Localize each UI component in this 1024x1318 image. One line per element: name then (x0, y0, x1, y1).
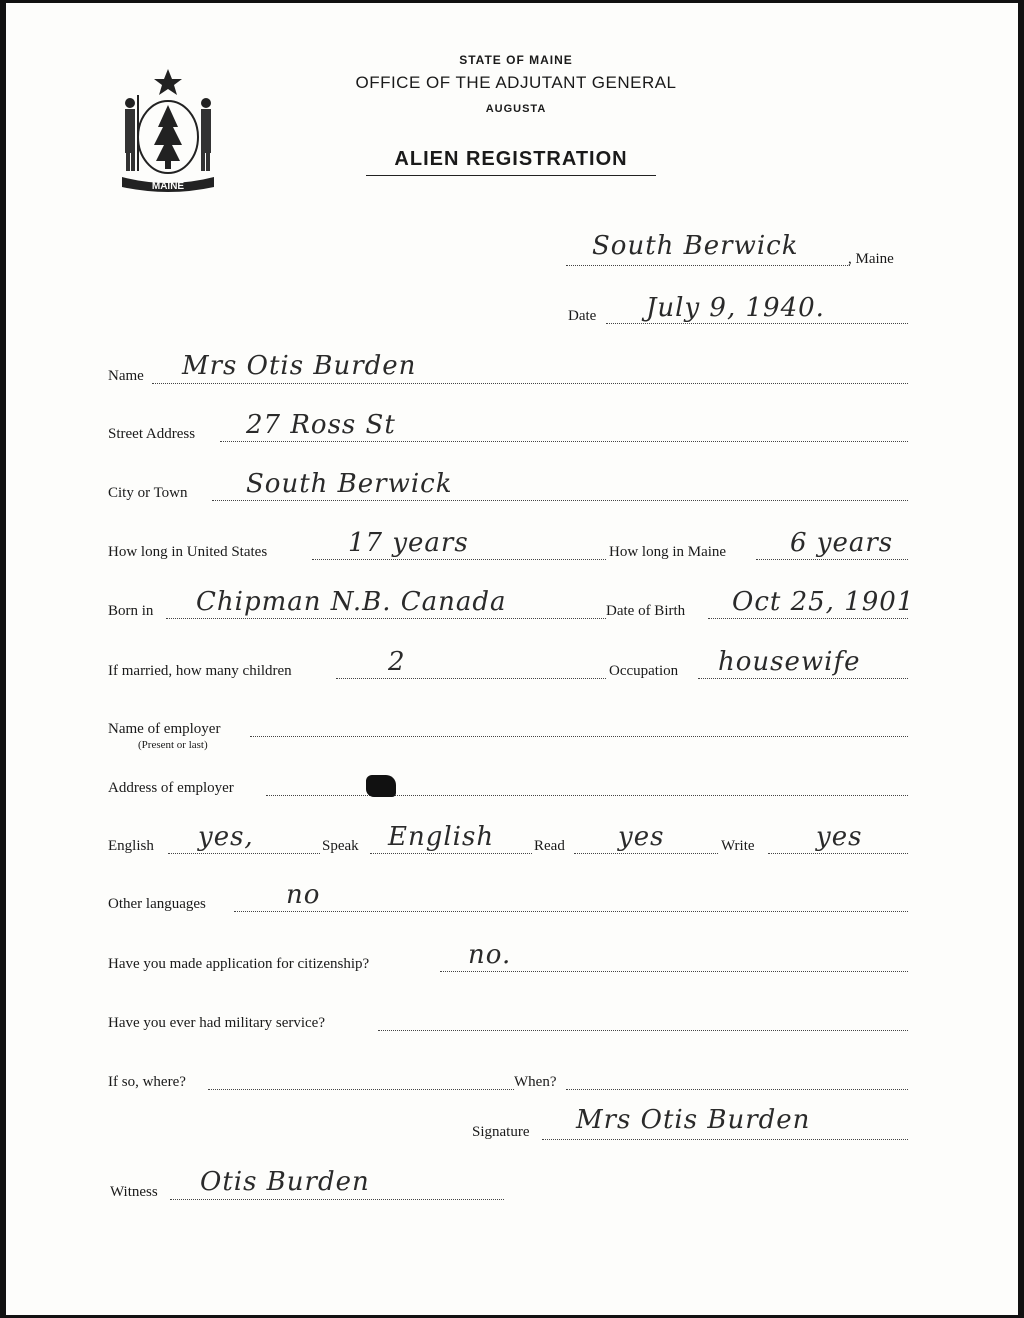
dob-label: Date of Birth (606, 603, 686, 619)
occupation-value: housewife (718, 647, 861, 677)
witness-value: Otis Burden (200, 1167, 370, 1197)
english-label: English (108, 838, 154, 854)
employer-address-label: Address of employer (108, 780, 234, 796)
occupation-label: Occupation (609, 663, 679, 679)
employer-line (250, 736, 908, 737)
how-long-maine-label: How long in Maine (609, 544, 727, 560)
when-label: When? (514, 1074, 557, 1090)
when-line (566, 1089, 908, 1090)
street-value: 27 Ross St (246, 410, 396, 440)
read-label: Read (534, 838, 565, 854)
date-value: July 9, 1940. (646, 293, 825, 323)
other-languages-label: Other languages (108, 896, 206, 912)
registration-form (6, 3, 1018, 1315)
where-label: If so, where? (108, 1074, 186, 1090)
dob-value: Oct 25, 1901 (732, 587, 915, 617)
read-value: yes (618, 822, 665, 852)
born-in-line (166, 618, 606, 619)
date-label: Date (568, 308, 597, 324)
citizenship-label: Have you made application for citizenship? (108, 956, 370, 972)
citizenship-line (440, 971, 908, 972)
born-in-value: Chipman N.B. Canada (196, 587, 507, 617)
children-line (336, 678, 606, 679)
form-title: ALIEN REGISTRATION (366, 148, 656, 176)
name-line (152, 383, 908, 384)
city-value: South Berwick (246, 469, 453, 499)
read-line (574, 853, 718, 854)
how-long-us-label: How long in United States (108, 544, 268, 560)
seal-text: MAINE (151, 181, 185, 192)
signature-label: Signature (472, 1124, 530, 1140)
name-value: Mrs Otis Burden (182, 351, 417, 381)
office-heading: OFFICE OF THE ADJUTANT GENERAL (355, 73, 677, 92)
street-label: Street Address (108, 426, 196, 442)
state-heading: STATE OF MAINE (459, 53, 573, 67)
born-in-label: Born in (108, 603, 154, 619)
town-value: South Berwick (592, 231, 799, 261)
military-line (378, 1030, 908, 1031)
city-label: City or Town (108, 485, 188, 501)
signature-value: Mrs Otis Burden (576, 1105, 811, 1135)
write-label: Write (721, 838, 755, 854)
english-value: yes, (198, 822, 254, 852)
how-long-maine-value: 6 years (790, 528, 894, 558)
military-label: Have you ever had military service? (108, 1015, 325, 1031)
speak-line (370, 853, 532, 854)
state-seal-icon (114, 65, 222, 193)
ink-blot (366, 775, 396, 797)
employer-label: Name of employer (108, 721, 221, 737)
children-value: 2 (388, 647, 406, 677)
citizenship-value: no. (468, 940, 512, 970)
speak-label: Speak (322, 838, 359, 854)
other-languages-value: no (286, 880, 321, 910)
dob-line (708, 618, 908, 619)
town-line (566, 265, 850, 266)
street-line (220, 441, 908, 442)
write-line (768, 853, 908, 854)
maine-label: , Maine (848, 251, 894, 267)
occupation-line (698, 678, 908, 679)
witness-label: Witness (110, 1184, 158, 1200)
english-line (168, 853, 320, 854)
name-label: Name (108, 368, 144, 384)
employer-sublabel: (Present or last) (138, 739, 208, 751)
city-line (212, 500, 908, 501)
how-long-maine-line (756, 559, 908, 560)
children-label: If married, how many children (108, 663, 292, 679)
where-line (208, 1089, 514, 1090)
speak-value: English (388, 822, 495, 852)
employer-address-line (266, 795, 908, 796)
other-languages-line (234, 911, 908, 912)
date-line (606, 323, 908, 324)
signature-line (542, 1139, 908, 1140)
how-long-us-value: 17 years (348, 528, 469, 558)
write-value: yes (816, 822, 863, 852)
how-long-us-line (312, 559, 606, 560)
witness-line (170, 1199, 504, 1200)
city-heading: AUGUSTA (485, 103, 547, 115)
